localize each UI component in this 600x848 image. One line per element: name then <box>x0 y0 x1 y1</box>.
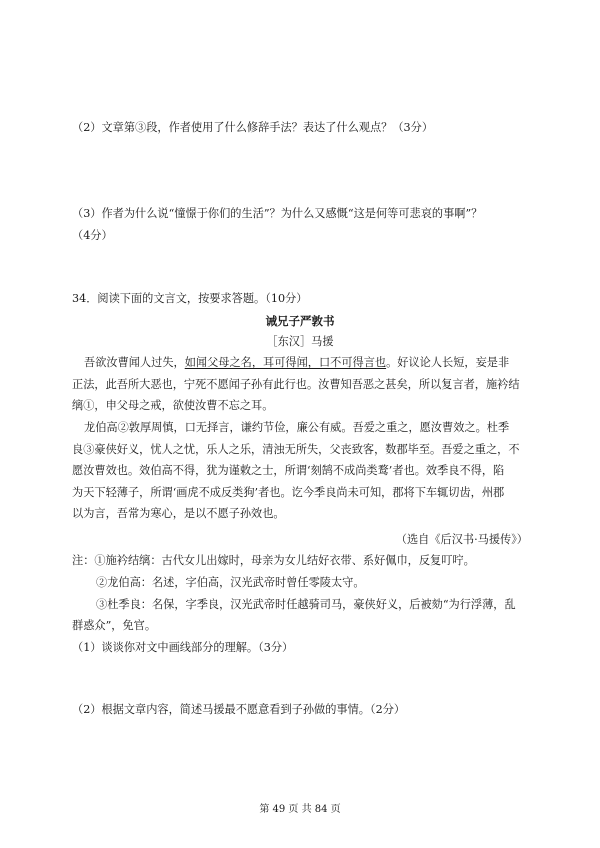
note-3-line-2: 群惑众”，免官。 <box>72 619 157 632</box>
sub-question-1: （1）谈谈你对文中画线部分的理解。（3分） <box>72 641 294 654</box>
paragraph-2-line-1: 龙伯高②敦厚周慎，口无择言，谦约节俭，廉公有威。吾爱之重之，愿汝曹效之。杜季 <box>84 421 510 434</box>
note-1: 注：①施衿结缡：古代女儿出嫁时，母亲为女儿结好衣带、系好佩巾，反复叮咛。 <box>72 554 475 567</box>
paragraph-1-text-b: 。好议论人长短，妄是非 <box>386 356 510 369</box>
passage-source: （选自《后汉书·马援传》） <box>395 533 528 546</box>
note-3-line-1: ③杜季良：名保，字季良，汉光武帝时任越骑司马，豪侠好义，后被劾“为行浮薄，乱 <box>96 598 516 611</box>
paragraph-2-line-4: 为天下轻薄子，所谓‘画虎不成反类狗’者也。讫今季良尚未可知，郡将下车辄切齿，州郡 <box>72 486 505 499</box>
question-3-line-2: （4分） <box>72 229 113 242</box>
passage-title: 诫兄子严敦书 <box>265 314 335 328</box>
paragraph-2-line-3: 愿汝曹效也。效伯高不得，犹为谨敕之士，所谓‘刻鹄不成尚类鹜’者也。效季良不得，陷 <box>72 464 505 477</box>
passage-author: ［东汉］马援 <box>266 335 334 348</box>
sub-question-2: （2）根据文章内容，简述马援最不愿意看到子孙做的事情。（2分） <box>72 703 406 716</box>
question-3-line-1: （3）作者为什么说“憧憬于你们的生活”？为什么又感慨“这是何等可悲哀的事啊”？ <box>72 207 483 220</box>
question-34-heading: 34．阅读下面的文言文，按要求答题。（10分） <box>72 292 308 305</box>
paragraph-1-text-a: 吾欲汝曹闻人过失， <box>84 356 185 369</box>
paragraph-2-line-2: 良③豪侠好义，忧人之忧，乐人之乐，清浊无所失，父丧致客，数郡毕至。吾爱之重之，不 <box>72 443 520 456</box>
underlined-sentence: 如闻父母之名，耳可得闻，口不可得言也 <box>184 356 387 369</box>
paragraph-1-line-2: 正法，此吾所大恶也，宁死不愿闻子孙有此行也。汝曹知吾恶之甚矣，所以复言者，施衿结 <box>72 378 520 391</box>
note-2: ②龙伯高：名述，字伯高，汉光武帝时曾任零陵太守。 <box>96 576 365 589</box>
paragraph-1-line-3: 缡①，申父母之戒，欲使汝曹不忘之耳。 <box>72 399 274 412</box>
page-footer: 第 49 页 共 84 页 <box>259 804 341 815</box>
question-2: （2）文章第③段，作者使用了什么修辞手法？表达了什么观点？（3分） <box>72 121 434 134</box>
paragraph-2-line-5: 以为言，吾常为寒心，是以不愿子孙效也。 <box>72 507 285 520</box>
paragraph-1-line-1 <box>84 355 509 371</box>
